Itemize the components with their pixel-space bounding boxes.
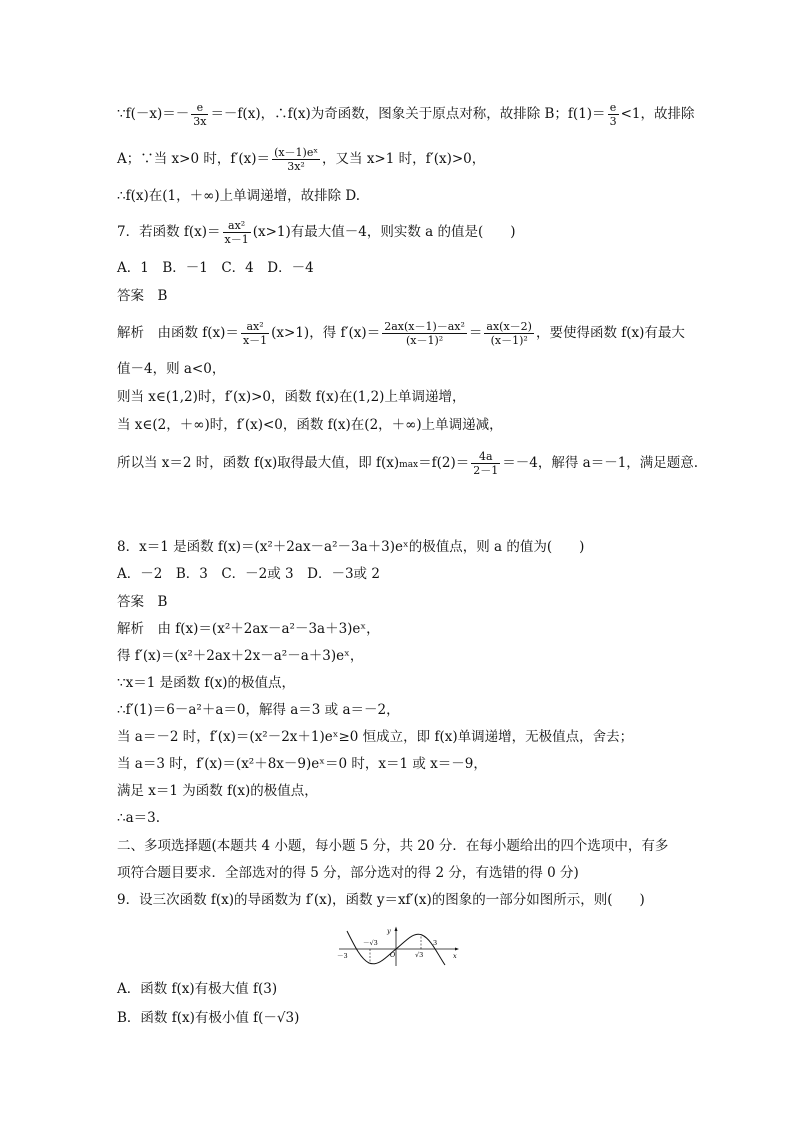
x-axis-arrow: [455, 948, 459, 951]
q8-solution-line: 满足 x＝1 为函数 f(x)的极值点，: [117, 783, 318, 799]
tick-neg-sqrt3: －√3: [363, 939, 378, 947]
section2-line-2: 项符合题目要求．全部选对的得 5 分，部分选对的得 2 分，有选错的得 0 分): [117, 865, 579, 881]
q7-solution-5: 所以当 x＝2 时，函数 f(x)取得最大值，即 f(x)max＝f(2)＝ $\frac{4a}{2-1}$ ＝－4，解得 a＝－1，满足题意.: [117, 450, 699, 477]
fraction: $\frac{\text{ax²}}{x-1}$: [224, 219, 249, 246]
tick-3: 3: [433, 939, 438, 947]
fraction: $\frac{e}{3x}$: [193, 101, 207, 128]
fraction: $\frac{ax(x-2)}{\text{(x－1)²}}$: [486, 320, 532, 347]
q8-solution-line: 当 a＝－2 时，f′(x)＝(x²－2x＋1)eˣ≥0 恒成立，即 f(x)单调递增，无极值点，舍去；: [117, 729, 634, 745]
q8-solution-line: 当 a＝3 时，f′(x)＝(x²＋8x－9)eˣ＝0 时，x＝1 或 x＝－9，: [117, 756, 487, 772]
q7-stem: 7．若函数 f(x)＝ $\frac{\text{ax²}}{x-1}$ (x>1)有最大值－4，则实数 a 的值是( ): [117, 219, 516, 246]
q8-solution-line: ∵x＝1 是函数 f(x)的极值点，: [117, 675, 296, 691]
y-label: y: [387, 927, 391, 935]
q8-solution-line: ∴f′(1)＝6－a²＋a＝0，解得 a＝3 或 a＝－2，: [117, 702, 400, 718]
fraction: $\frac{\text{ax²}}{x-1}$: [242, 320, 268, 347]
tick-neg3: －3: [337, 952, 348, 960]
q7-answer: 答案 B: [117, 288, 168, 304]
q7-options: A．1 B．－1 C．4 D．－4: [117, 260, 314, 276]
q7-solution-2: 值－4，则 a<0，: [117, 361, 226, 377]
q8-solution-line: ∴a＝3.: [117, 810, 161, 826]
q8-solution-line: 解析 由 f(x)＝(x²＋2ax－a²－3a＋3)eˣ，: [117, 621, 380, 637]
q7-solution-1: 解析 由函数 f(x)＝ $\frac{\text{ax²}}{x-1}$ (x>1)，得 f′(x)＝ $\frac{\text{2ax(x－1)－ax²}}{\text{(x－1)²}}$ ＝ $\frac{ax(x-2)}{\text{(x－1)²}}$ ，要使得函数 f(x)有最大: [117, 320, 685, 347]
section2-line-1: 二、多项选择题(本题共 4 小题，每小题 5 分，共 20 分．在每小题给出的四个选项中，有多: [117, 838, 669, 854]
q8-answer: 答案 B: [117, 594, 168, 610]
q7-solution-4: 当 x∈(2，＋∞)时，f′(x)<0，函数 f(x)在(2，＋∞)上单调递减，: [117, 417, 503, 433]
sol6-line-2: A；∵当 x>0 时，f′(x)＝ $\frac{\text{(x－1)eˣ}}{\text{3x²}}$ ，又当 x>1 时，f′(x)>0，: [117, 146, 486, 173]
tick-sqrt3: √3: [415, 951, 424, 959]
q9-function-graph: [335, 925, 460, 967]
q7-solution-3: 则当 x∈(1,2)时，f′(x)>0，函数 f(x)在(1,2)上单调递增，: [117, 389, 466, 405]
fraction: $\frac{4a}{2-1}$: [473, 450, 499, 477]
q8-options: A．－2 B．3 C．－2或 3 D．－3或 2: [117, 566, 380, 582]
sol6-line-1: ∵f(－x)＝－ $\frac{e}{3x}$ ＝－f(x)，∴f(x)为奇函数，图象关于原点对称，故排除 B；f(1)＝ $\frac{e}{3}$ <1，故排除: [117, 101, 695, 128]
q9-option-b: B．函数 f(x)有极小值 f(－√3): [117, 1010, 300, 1026]
q9-option-a: A．函数 f(x)有极大值 f(3): [117, 981, 278, 997]
x-label: x: [453, 952, 457, 960]
q9-stem: 9．设三次函数 f(x)的导函数为 f′(x)，函数 y＝xf′(x)的图象的一部分如图所示，则( ): [117, 892, 645, 908]
fraction: $\frac{\text{2ax(x－1)－ax²}}{\text{(x－1)²}}$: [384, 320, 465, 347]
y-axis-arrow: [395, 927, 398, 932]
fraction: $\frac{e}{3}$: [609, 101, 617, 128]
sol6-line-3: ∴f(x)在(1，＋∞)上单调递增，故排除 D.: [117, 188, 361, 204]
q8-solution-line: 得 f′(x)＝(x²＋2ax＋2x－a²－a＋3)eˣ，: [117, 648, 364, 664]
origin-label: O: [390, 951, 396, 959]
q8-stem: 8．x＝1 是函数 f(x)＝(x²＋2ax－a²－3a＋3)eˣ的极值点，则 a 的值为( ): [117, 539, 585, 555]
fraction: $\frac{\text{(x－1)eˣ}}{\text{3x²}}$: [274, 146, 319, 173]
